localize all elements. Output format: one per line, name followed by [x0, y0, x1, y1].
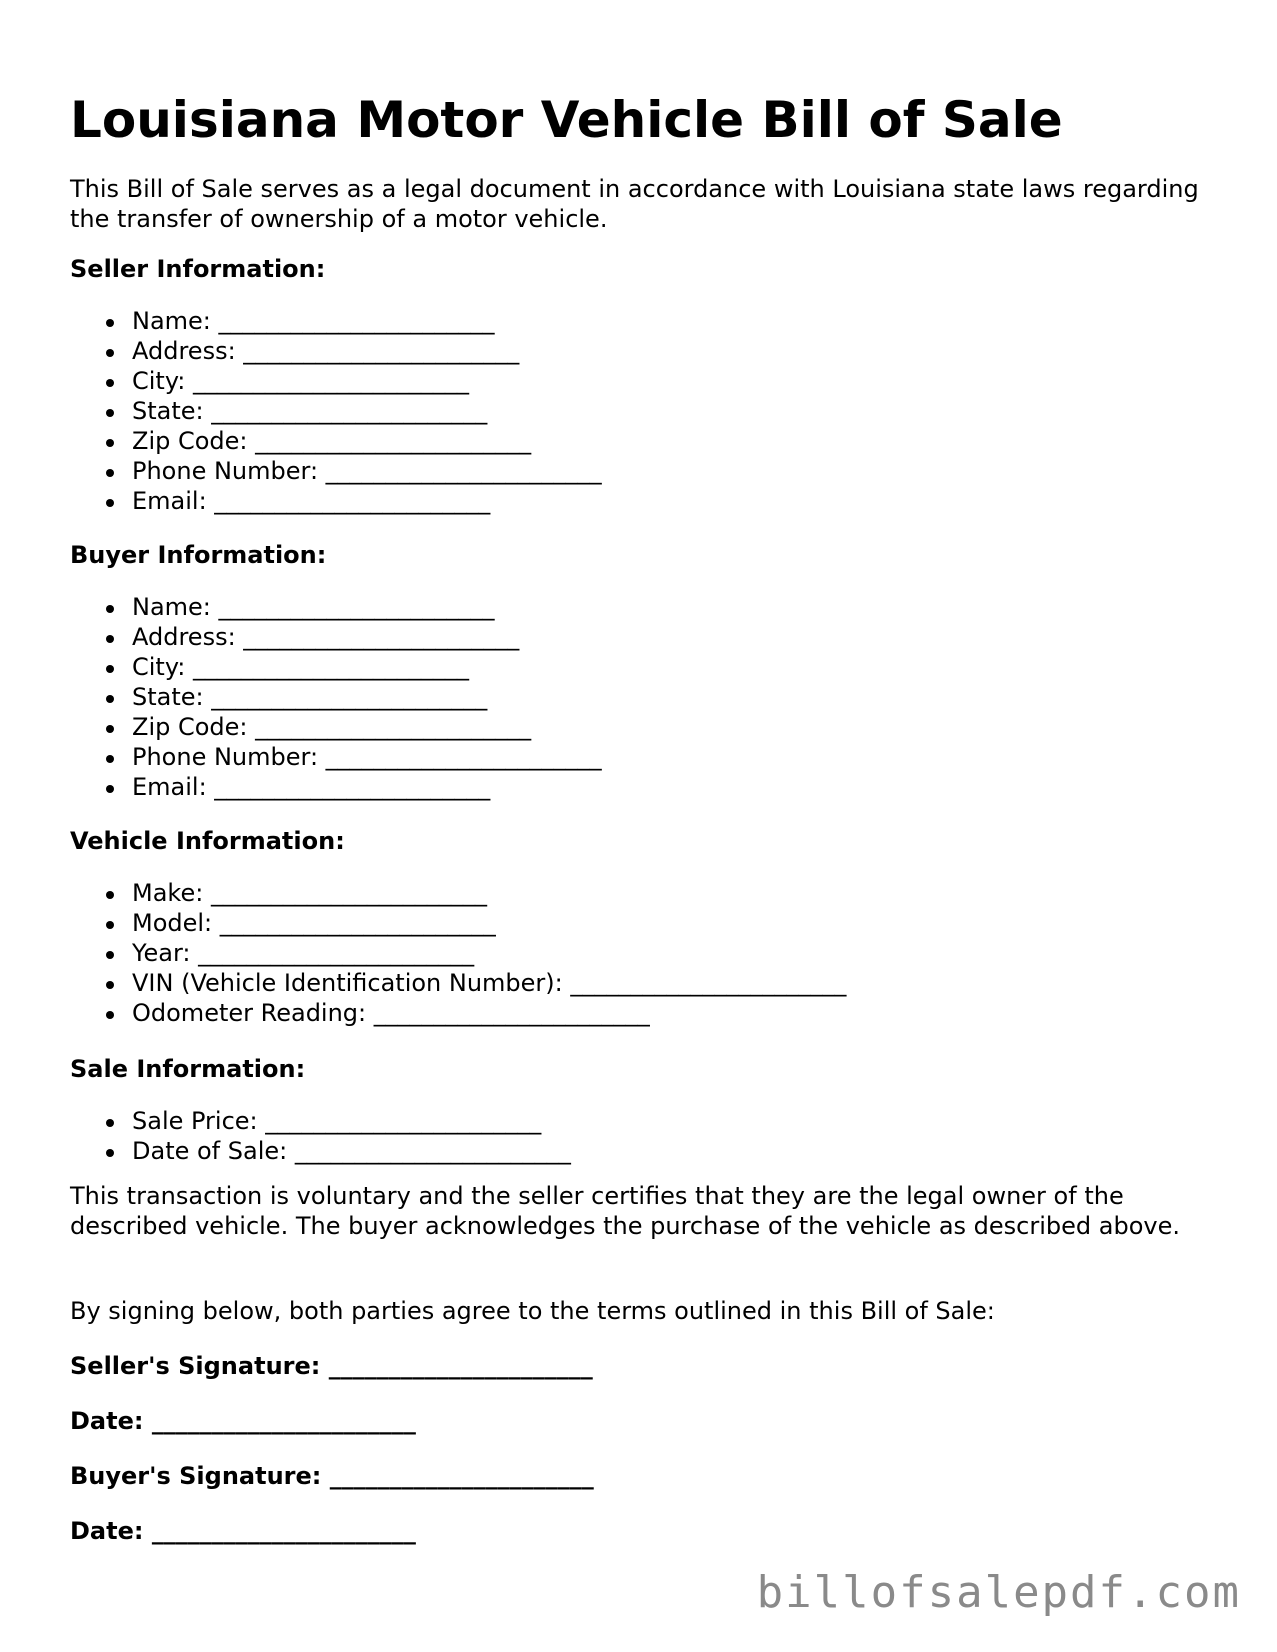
- seller-heading: Seller Information:: [70, 255, 326, 283]
- buyer-email-field: Email: _______________________: [132, 772, 602, 802]
- buyer-heading: Buyer Information:: [70, 541, 327, 569]
- page-title: Louisiana Motor Vehicle Bill of Sale: [70, 91, 1063, 149]
- seller-fields-list: [132, 306, 602, 516]
- seller-city-field: City: _______________________: [132, 366, 602, 396]
- buyer-city-field: City: _______________________: [132, 652, 602, 682]
- seller-signature-line: Seller's Signature: ______________________: [70, 1352, 593, 1380]
- vehicle-fields-list: [132, 878, 846, 1028]
- seller-zip-field: Zip Code: _______________________: [132, 426, 602, 456]
- seller-email-field: Email: _______________________: [132, 486, 602, 516]
- buyer-zip-field: Zip Code: _______________________: [132, 712, 602, 742]
- buyer-address-field: Address: _______________________: [132, 622, 602, 652]
- seller-address-field: Address: _______________________: [132, 336, 602, 366]
- vehicle-model-field: Model: _______________________: [132, 908, 846, 938]
- seller-state-field: State: _______________________: [132, 396, 602, 426]
- sale-fields-list: [132, 1106, 571, 1166]
- buyer-name-field: Name: _______________________: [132, 592, 602, 622]
- sale-heading: Sale Information:: [70, 1055, 306, 1083]
- seller-date-line: Date: ______________________: [70, 1407, 416, 1435]
- vehicle-vin-field: VIN (Vehicle Identification Number): _______________________: [132, 969, 847, 997]
- buyer-fields-list: [132, 592, 602, 802]
- buyer-state-field: State: _______________________: [132, 682, 602, 712]
- sale-price-field: Sale Price: _______________________: [132, 1106, 571, 1136]
- seller-phone-field: Phone Number: _______________________: [132, 457, 602, 485]
- sale-date-field: Date of Sale: _______________________: [132, 1137, 571, 1165]
- seller-name-field: Name: _______________________: [132, 306, 602, 336]
- vehicle-odometer-field: Odometer Reading: _______________________: [132, 998, 846, 1028]
- watermark: billofsalepdf.com: [756, 1567, 1241, 1618]
- voluntary-statement: This transaction is voluntary and the seller certifies that they are the legal owner of the described vehicle. The buyer acknowledges the purchase of the vehicle as described above.: [70, 1182, 1180, 1240]
- buyer-signature-line: Buyer's Signature: ______________________: [70, 1462, 594, 1490]
- buyer-date-line: Date: ______________________: [70, 1517, 416, 1545]
- buyer-phone-field: Phone Number: _______________________: [132, 743, 602, 771]
- vehicle-make-field: Make: _______________________: [132, 878, 846, 908]
- vehicle-heading: Vehicle Information:: [70, 827, 345, 855]
- intro-paragraph: This Bill of Sale serves as a legal document in accordance with Louisiana state laws regarding the transfer of ownership of a motor vehicle.: [70, 175, 1199, 233]
- agreement-statement: By signing below, both parties agree to the terms outlined in this Bill of Sale:: [70, 1297, 995, 1325]
- vehicle-year-field: Year: _______________________: [132, 938, 846, 968]
